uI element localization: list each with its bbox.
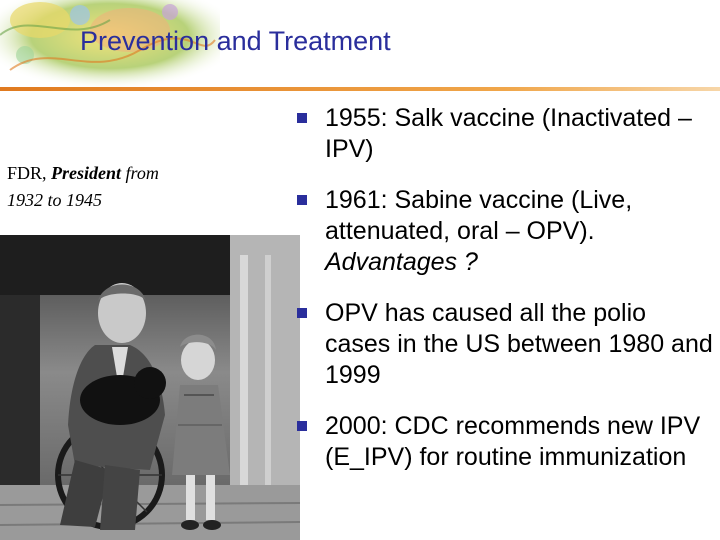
- caption-from: from: [125, 163, 159, 183]
- bullet-item: [297, 411, 717, 473]
- bullet-item: [297, 298, 717, 391]
- slide-title: Prevention and Treatment: [80, 26, 391, 56]
- square-bullet-icon: [297, 195, 307, 205]
- historical-photo-icon: [0, 235, 300, 540]
- bullet-text: 1961: Sabine vaccine (Live, attenuated, oral – OPV).: [325, 186, 633, 245]
- caption-years: 1932 to 1945: [7, 190, 103, 210]
- caption-role: President: [51, 163, 122, 183]
- bullet-text: 2000: CDC recommends new IPV (E_IPV) for routine immunization: [325, 412, 701, 471]
- square-bullet-icon: [297, 308, 307, 318]
- bullet-item: [297, 185, 717, 278]
- bullet-text: 1955: Salk vaccine (Inactivated – IPV): [325, 104, 692, 163]
- bullet-text: OPV has caused all the polio cases in the US between 1980 and 1999: [325, 299, 713, 389]
- caption-name: FDR,: [7, 163, 47, 183]
- square-bullet-icon: [297, 113, 307, 123]
- bullet-list: [297, 103, 717, 493]
- photo-caption: [7, 160, 237, 214]
- bullet-item: [297, 103, 717, 165]
- title-divider: [0, 87, 720, 91]
- bullet-emphasis: Advantages ?: [325, 248, 478, 276]
- square-bullet-icon: [297, 421, 307, 431]
